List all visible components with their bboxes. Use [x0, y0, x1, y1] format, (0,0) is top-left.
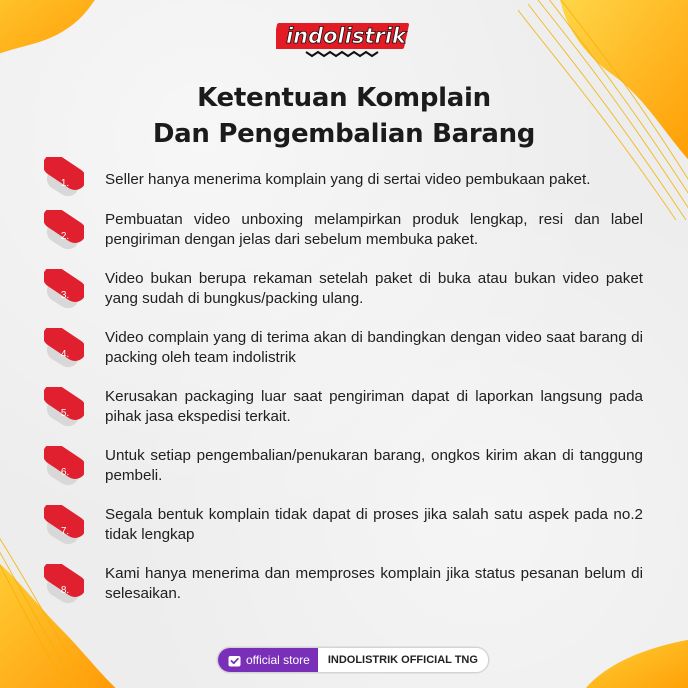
official-store-badge — [218, 648, 318, 672]
rule-number: 2. — [60, 231, 70, 242]
title-line-1: Ketentuan Komplain — [197, 83, 491, 113]
store-name: INDOLISTRIK OFFICIAL TNG — [318, 648, 488, 672]
rule-number: 3. — [60, 290, 70, 301]
rule-text: Kerusakan packaging luar saat pengiriman dapat di laporkan langsung pada pihak jasa ekspedisi terkait. — [105, 388, 643, 425]
badge-label: official store — [246, 653, 310, 667]
rule-text: Untuk setiap pengembalian/penukaran barang, ongkos kirim akan di tanggung pembeli. — [105, 447, 643, 484]
capsule-icon — [44, 387, 84, 439]
capsule-icon — [44, 210, 84, 262]
logo-text: indolistrik — [285, 24, 407, 48]
rule-text: Segala bentuk komplain tidak dapat di proses jika salah satu aspek pada no.2 tidak lengkap — [105, 506, 643, 543]
rule-text: Video complain yang di terima akan di bandingkan dengan video saat barang di packing oleh team indolistrik — [105, 329, 643, 366]
capsule-icon — [44, 328, 84, 380]
rule-text: Kami hanya menerima dan memproses komplain jika status pesanan belum di selesaikan. — [105, 565, 643, 602]
capsule-icon — [44, 446, 84, 498]
check-bag-icon — [228, 654, 241, 667]
rule-number: 6. — [60, 467, 70, 478]
rule-number: 5. — [60, 408, 70, 419]
rule-number: 4. — [60, 349, 70, 360]
rule-text: Pembuatan video unboxing melampirkan produk lengkap, resi dan label pengiriman dengan jelas dari sebelum membuka paket. — [105, 211, 643, 248]
capsule-icon — [44, 505, 84, 557]
capsule-icon — [44, 269, 84, 321]
rule-number: 7. — [60, 526, 70, 537]
title-line-2: Dan Pengembalian Barang — [152, 119, 536, 149]
rule-number: 8. — [60, 585, 70, 596]
rule-text: Seller hanya menerima komplain yang di sertai video pembukaan paket. — [105, 171, 591, 188]
capsule-icon — [44, 157, 84, 209]
capsule-icon — [44, 564, 84, 616]
rule-number: 1. — [60, 178, 70, 189]
rule-text: Video bukan berupa rekaman setelah paket di buka atau bukan video paket yang sudah di bungkus/packing ulang. — [105, 270, 643, 307]
store-footer — [218, 648, 488, 672]
